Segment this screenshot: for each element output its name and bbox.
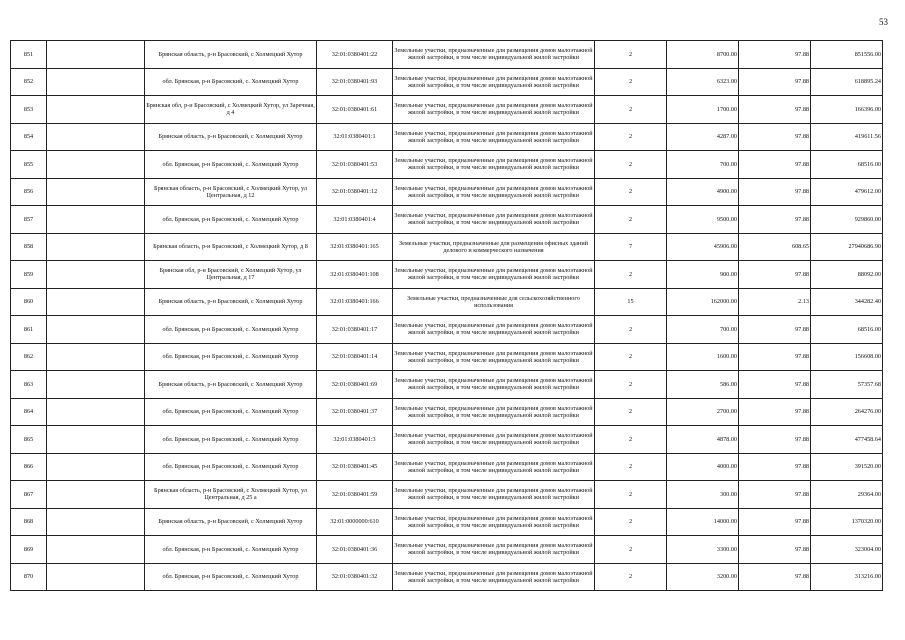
- cell-cadastral-value: 419611.56: [811, 123, 883, 151]
- cell-specific-value: 97.88: [739, 453, 811, 481]
- cell-area: 586.00: [667, 371, 739, 399]
- cell-blank: [47, 96, 145, 124]
- cell-group: 2: [595, 178, 667, 206]
- cell-permitted-use: Земельные участки, предназначенные для размещения офисных зданий делового и коммерческого назначения: [393, 233, 595, 261]
- cell-cadastral-value: 57357.68: [811, 371, 883, 399]
- cell-row-number: 857: [11, 206, 47, 234]
- cell-address: обл. Брянская, р-н Брасовский, с. Холмецкий Хутор: [145, 316, 317, 344]
- cell-group: 15: [595, 288, 667, 316]
- cell-blank: [47, 426, 145, 454]
- cell-permitted-use: Земельные участки, предназначенные для размещения домов малоэтажной жилой застройки, в том числе индивидуальной жилой застройки: [393, 41, 595, 69]
- cell-cadastral-number: 32:01:0000000:610: [317, 508, 393, 536]
- cell-cadastral-number: 32:01:0380401:165: [317, 233, 393, 261]
- table-row: [11, 96, 883, 124]
- cell-blank: [47, 151, 145, 179]
- cell-area: 3300.00: [667, 536, 739, 564]
- cell-area: 3200.00: [667, 563, 739, 591]
- cell-address: Брянская область, р-н Брасовский, с Холмецкий Хутор: [145, 371, 317, 399]
- cell-area: 300.00: [667, 481, 739, 509]
- cell-row-number: 853: [11, 96, 47, 124]
- cell-permitted-use: Земельные участки, предназначенные для размещения домов малоэтажной жилой застройки, в том числе индивидуальной жилой застройки: [393, 151, 595, 179]
- cell-permitted-use: Земельные участки, предназначенные для размещения домов малоэтажной жилой застройки, в том числе индивидуальной жилой застройки: [393, 123, 595, 151]
- table-row: [11, 206, 883, 234]
- cell-area: 1700.00: [667, 96, 739, 124]
- cell-cadastral-number: 32:01:0380401:93: [317, 68, 393, 96]
- cell-blank: [47, 261, 145, 289]
- table-row: [11, 508, 883, 536]
- cell-row-number: 866: [11, 453, 47, 481]
- cell-cadastral-number: 32:01:0380401:61: [317, 96, 393, 124]
- cell-address: Брянская область, р-н Брасовский, с Холмецкий Хутор, ул Центральная, д 12: [145, 178, 317, 206]
- cell-row-number: 868: [11, 508, 47, 536]
- cell-group: 2: [595, 426, 667, 454]
- cell-blank: [47, 316, 145, 344]
- cell-address: Брянская область, р-н Брасовский, с Холмецкий Хутор: [145, 123, 317, 151]
- cell-group: 2: [595, 508, 667, 536]
- cell-group: 7: [595, 233, 667, 261]
- cell-row-number: 851: [11, 41, 47, 69]
- table-row: [11, 398, 883, 426]
- cell-cadastral-value: 929860.00: [811, 206, 883, 234]
- cell-specific-value: 97.88: [739, 123, 811, 151]
- cell-cadastral-value: 166396.00: [811, 96, 883, 124]
- cell-permitted-use: Земельные участки, предназначенные для размещения домов малоэтажной жилой застройки, в том числе индивидуальной жилой застройки: [393, 563, 595, 591]
- cell-permitted-use: Земельные участки, предназначенные для сельскохозяйственного использования: [393, 288, 595, 316]
- cell-address: Брянская область, р-н Брасовский, с Холмецкий Хутор, д 8: [145, 233, 317, 261]
- cell-row-number: 867: [11, 481, 47, 509]
- cell-address: Брянская область, р-н Брасовский, с Холмецкий Хутор: [145, 288, 317, 316]
- cell-address: Брянская обл, р-н Брасовский, с Холмецкий Хутор, ул Заречная, д 4: [145, 96, 317, 124]
- cell-cadastral-number: 32:01:0380401:12: [317, 178, 393, 206]
- table-row: [11, 178, 883, 206]
- cell-cadastral-value: 264276.00: [811, 398, 883, 426]
- cell-blank: [47, 371, 145, 399]
- cell-cadastral-value: 27940686.90: [811, 233, 883, 261]
- cell-permitted-use: Земельные участки, предназначенные для размещения домов малоэтажной жилой застройки, в том числе индивидуальной жилой застройки: [393, 316, 595, 344]
- cell-permitted-use: Земельные участки, предназначенные для размещения домов малоэтажной жилой застройки, в том числе индивидуальной жилой застройки: [393, 508, 595, 536]
- cell-group: 2: [595, 371, 667, 399]
- cell-specific-value: 97.88: [739, 343, 811, 371]
- cell-address: обл. Брянская, р-н Брасовский, с. Холмецкий Хутор: [145, 206, 317, 234]
- cell-cadastral-number: 32:01:0380401:166: [317, 288, 393, 316]
- cell-specific-value: 97.88: [739, 178, 811, 206]
- cell-permitted-use: Земельные участки, предназначенные для размещения домов малоэтажной жилой застройки, в том числе индивидуальной жилой застройки: [393, 536, 595, 564]
- cell-area: 162000.00: [667, 288, 739, 316]
- cell-specific-value: 97.88: [739, 371, 811, 399]
- cell-cadastral-value: 477458.64: [811, 426, 883, 454]
- cell-group: 2: [595, 536, 667, 564]
- cell-group: 2: [595, 398, 667, 426]
- cell-cadastral-value: 344282.40: [811, 288, 883, 316]
- cell-blank: [47, 453, 145, 481]
- cell-group: 2: [595, 453, 667, 481]
- cell-group: 2: [595, 41, 667, 69]
- cell-row-number: 862: [11, 343, 47, 371]
- table-row: [11, 68, 883, 96]
- cell-specific-value: 97.88: [739, 398, 811, 426]
- cell-area: 1600.00: [667, 343, 739, 371]
- cell-area: 4000.00: [667, 453, 739, 481]
- cell-group: 2: [595, 206, 667, 234]
- cell-blank: [47, 508, 145, 536]
- cell-cadastral-number: 32:01:0380401:1: [317, 123, 393, 151]
- cell-permitted-use: Земельные участки, предназначенные для размещения домов малоэтажной жилой застройки, в том числе индивидуальной жилой застройки: [393, 453, 595, 481]
- table-body: [11, 41, 883, 591]
- page-number: 53: [879, 17, 888, 27]
- cell-specific-value: 97.88: [739, 536, 811, 564]
- cell-cadastral-number: 32:01:0380401:3: [317, 426, 393, 454]
- cell-specific-value: 97.88: [739, 96, 811, 124]
- cell-specific-value: 97.88: [739, 261, 811, 289]
- cell-address: обл. Брянская, р-н Брасовский, с. Холмецкий Хутор: [145, 563, 317, 591]
- cell-row-number: 852: [11, 68, 47, 96]
- cell-permitted-use: Земельные участки, предназначенные для размещения домов малоэтажной жилой застройки, в том числе индивидуальной жилой застройки: [393, 371, 595, 399]
- table-row: [11, 288, 883, 316]
- cell-row-number: 860: [11, 288, 47, 316]
- cell-specific-value: 608.65: [739, 233, 811, 261]
- cell-blank: [47, 288, 145, 316]
- cell-group: 2: [595, 123, 667, 151]
- cell-area: 45906.00: [667, 233, 739, 261]
- cell-area: 700.00: [667, 151, 739, 179]
- cell-cadastral-number: 32:01:0380401:32: [317, 563, 393, 591]
- cell-cadastral-number: 32:01:0380401:53: [317, 151, 393, 179]
- cell-cadastral-number: 32:01:0380401:36: [317, 536, 393, 564]
- cell-permitted-use: Земельные участки, предназначенные для размещения домов малоэтажной жилой застройки, в том числе индивидуальной жилой застройки: [393, 178, 595, 206]
- cell-group: 2: [595, 96, 667, 124]
- table-row: [11, 453, 883, 481]
- cell-blank: [47, 563, 145, 591]
- cell-cadastral-number: 32:01:0380401:37: [317, 398, 393, 426]
- cell-area: 4878.00: [667, 426, 739, 454]
- cell-row-number: 865: [11, 426, 47, 454]
- cell-cadastral-value: 88092.00: [811, 261, 883, 289]
- cell-address: Брянская область, р-н Брасовский, с Холмецкий Хутор: [145, 41, 317, 69]
- cell-permitted-use: Земельные участки, предназначенные для размещения домов малоэтажной жилой застройки, в том числе индивидуальной жилой застройки: [393, 261, 595, 289]
- cell-cadastral-value: 323004.00: [811, 536, 883, 564]
- cell-blank: [47, 68, 145, 96]
- cell-blank: [47, 343, 145, 371]
- cell-blank: [47, 41, 145, 69]
- cell-row-number: 863: [11, 371, 47, 399]
- cell-area: 14000.00: [667, 508, 739, 536]
- cell-address: обл. Брянская, р-н Брасовский, с. Холмецкий Хутор: [145, 536, 317, 564]
- table-row: [11, 316, 883, 344]
- table-row: [11, 563, 883, 591]
- cell-address: обл. Брянская, р-н Брасовский, с. Холмецкий Хутор: [145, 398, 317, 426]
- table-row: [11, 261, 883, 289]
- table-row: [11, 233, 883, 261]
- cell-row-number: 855: [11, 151, 47, 179]
- table-row: [11, 481, 883, 509]
- cell-group: 2: [595, 481, 667, 509]
- cell-area: 4900.00: [667, 178, 739, 206]
- cell-row-number: 870: [11, 563, 47, 591]
- cell-permitted-use: Земельные участки, предназначенные для размещения домов малоэтажной жилой застройки, в том числе индивидуальной жилой застройки: [393, 481, 595, 509]
- cell-row-number: 858: [11, 233, 47, 261]
- cell-area: 900.00: [667, 261, 739, 289]
- cell-cadastral-number: 32:01:0380401:17: [317, 316, 393, 344]
- cell-group: 2: [595, 563, 667, 591]
- cell-cadastral-number: 32:01:0380401:69: [317, 371, 393, 399]
- cell-row-number: 869: [11, 536, 47, 564]
- cell-cadastral-value: 29364.00: [811, 481, 883, 509]
- cell-group: 2: [595, 151, 667, 179]
- cell-blank: [47, 206, 145, 234]
- cell-permitted-use: Земельные участки, предназначенные для размещения домов малоэтажной жилой застройки, в том числе индивидуальной жилой застройки: [393, 426, 595, 454]
- cell-row-number: 856: [11, 178, 47, 206]
- cell-permitted-use: Земельные участки, предназначенные для размещения домов малоэтажной жилой застройки, в том числе индивидуальной жилой застройки: [393, 96, 595, 124]
- cell-cadastral-value: 68516.00: [811, 151, 883, 179]
- land-registry-table: [10, 40, 883, 591]
- cell-blank: [47, 536, 145, 564]
- cell-cadastral-value: 391520.00: [811, 453, 883, 481]
- cell-permitted-use: Земельные участки, предназначенные для размещения домов малоэтажной жилой застройки, в том числе индивидуальной жилой застройки: [393, 398, 595, 426]
- cell-area: 2700.00: [667, 398, 739, 426]
- cell-row-number: 859: [11, 261, 47, 289]
- cell-cadastral-value: 68516.00: [811, 316, 883, 344]
- cell-address: обл. Брянская, р-н Брасовский, с. Холмецкий Хутор: [145, 151, 317, 179]
- cell-specific-value: 97.88: [739, 41, 811, 69]
- table-row: [11, 41, 883, 69]
- cell-group: 2: [595, 316, 667, 344]
- cell-blank: [47, 178, 145, 206]
- cell-cadastral-number: 32:01:0380401:4: [317, 206, 393, 234]
- cell-cadastral-value: 618895.24: [811, 68, 883, 96]
- cell-specific-value: 97.88: [739, 206, 811, 234]
- cell-specific-value: 97.88: [739, 68, 811, 96]
- cell-cadastral-number: 32:01:0380401:108: [317, 261, 393, 289]
- cell-cadastral-value: 156608.00: [811, 343, 883, 371]
- cell-cadastral-number: 32:01:0380401:14: [317, 343, 393, 371]
- cell-specific-value: 97.88: [739, 426, 811, 454]
- cell-address: обл. Брянская, р-н Брасовский, с. Холмецкий Хутор: [145, 426, 317, 454]
- table-row: [11, 123, 883, 151]
- cell-cadastral-value: 1370320.00: [811, 508, 883, 536]
- cell-area: 4287.00: [667, 123, 739, 151]
- cell-cadastral-value: 479612.00: [811, 178, 883, 206]
- cell-address: обл. Брянская, р-н Брасовский, с. Холмецкий Хутор: [145, 68, 317, 96]
- cell-area: 6323.00: [667, 68, 739, 96]
- table-row: [11, 426, 883, 454]
- cell-specific-value: 97.88: [739, 508, 811, 536]
- cell-row-number: 861: [11, 316, 47, 344]
- cell-specific-value: 97.88: [739, 151, 811, 179]
- cell-blank: [47, 398, 145, 426]
- cell-specific-value: 97.88: [739, 316, 811, 344]
- table-row: [11, 151, 883, 179]
- cell-address: Брянская область, р-н Брасовский, с Холмецкий Хутор: [145, 508, 317, 536]
- cell-address: обл. Брянская, р-н Брасовский, с. Холмецкий Хутор: [145, 453, 317, 481]
- cell-cadastral-value: 313216.00: [811, 563, 883, 591]
- cell-group: 2: [595, 261, 667, 289]
- cell-cadastral-number: 32:01:0380401:59: [317, 481, 393, 509]
- cell-area: 9500.00: [667, 206, 739, 234]
- cell-area: 700.00: [667, 316, 739, 344]
- cell-blank: [47, 233, 145, 261]
- cell-permitted-use: Земельные участки, предназначенные для размещения домов малоэтажной жилой застройки, в том числе индивидуальной жилой застройки: [393, 68, 595, 96]
- cell-specific-value: 2.13: [739, 288, 811, 316]
- cell-blank: [47, 123, 145, 151]
- table-row: [11, 371, 883, 399]
- cell-blank: [47, 481, 145, 509]
- cell-row-number: 854: [11, 123, 47, 151]
- table-row: [11, 343, 883, 371]
- cell-address: обл. Брянская, р-н Брасовский, с. Холмецкий Хутор: [145, 343, 317, 371]
- cell-permitted-use: Земельные участки, предназначенные для размещения домов малоэтажной жилой застройки, в том числе индивидуальной жилой застройки: [393, 206, 595, 234]
- cell-cadastral-value: 851556.00: [811, 41, 883, 69]
- cell-address: Брянская область, р-н Брасовский, с Холмецкий Хутор, ул Центральная, д 25 а: [145, 481, 317, 509]
- cell-specific-value: 97.88: [739, 481, 811, 509]
- cell-row-number: 864: [11, 398, 47, 426]
- cell-cadastral-number: 32:01:0380401:22: [317, 41, 393, 69]
- table-row: [11, 536, 883, 564]
- cell-address: Брянская обл, р-н Брасовский, с Холмецкий Хутор, ул Центральная, д 17: [145, 261, 317, 289]
- cell-group: 2: [595, 343, 667, 371]
- cell-cadastral-number: 32:01:0380401:45: [317, 453, 393, 481]
- cell-specific-value: 97.88: [739, 563, 811, 591]
- cell-area: 8700.00: [667, 41, 739, 69]
- cell-permitted-use: Земельные участки, предназначенные для размещения домов малоэтажной жилой застройки, в том числе индивидуальной жилой застройки: [393, 343, 595, 371]
- cell-group: 2: [595, 68, 667, 96]
